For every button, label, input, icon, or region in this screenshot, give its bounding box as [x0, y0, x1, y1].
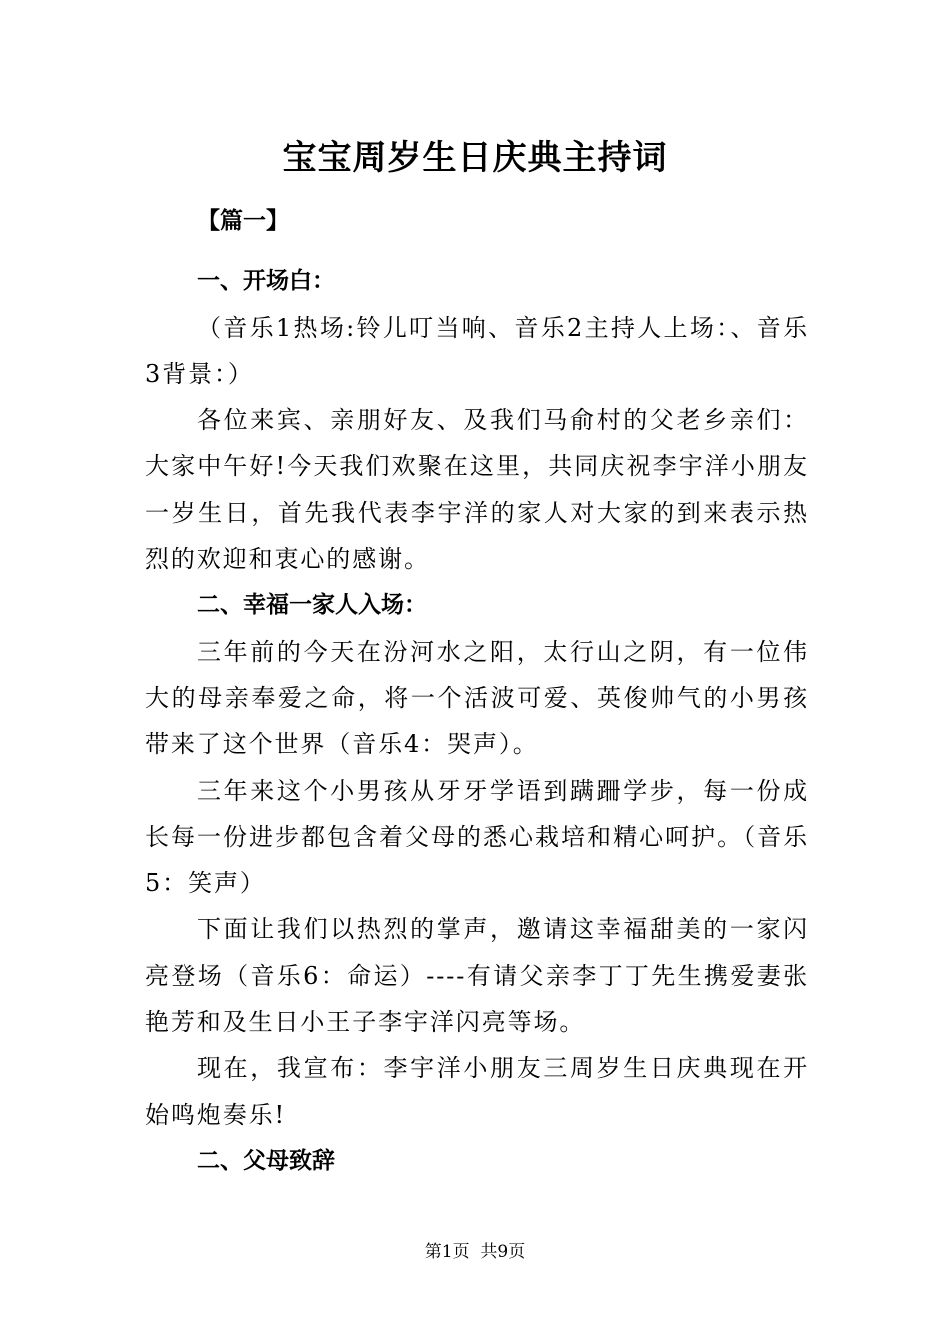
- document-body: [145, 198, 809, 1184]
- section-label: 【篇一】: [197, 208, 289, 234]
- heading-opening: 一、开场白：: [197, 268, 335, 295]
- paragraph-birth: 三年前的今天在汾河水之阳，太行山之阴，有一位伟大的母亲奉爱之命，将一个活波可爱、英俊帅气的小男孩带来了这个世界（音乐4：哭声）。: [145, 637, 809, 759]
- page-total: 共9页: [480, 1242, 526, 1262]
- page-number: 第1页: [424, 1242, 470, 1262]
- document-title: 宝宝周岁生日庆典主持词: [282, 138, 668, 178]
- paragraph-growth: 三年来这个小男孩从牙牙学语到蹒跚学步，每一份成长每一份进步都包含着父母的悉心栽培和精心呵护。（音乐5：笑声）: [145, 776, 809, 898]
- footer-separator: [470, 1242, 481, 1262]
- heading-parents-speech: 二、父母致辞: [197, 1147, 335, 1174]
- paragraph-invite: 下面让我们以热烈的掌声，邀请这幸福甜美的一家闪亮登场（音乐6：命运）----有请父亲李丁丁先生携爱妻张艳芳和及生日小王子李宇洋闪亮等场。: [145, 915, 809, 1037]
- paragraph-music-note: （音乐1热场:铃儿叮当响、音乐2主持人上场：、音乐3背景：）: [145, 313, 809, 388]
- page-footer: [0, 1240, 950, 1264]
- paragraph-announce: 现在，我宣布：李宇洋小朋友三周岁生日庆典现在开始鸣炮奏乐!: [145, 1054, 809, 1129]
- heading-family-entrance: 二、幸福一家人入场：: [197, 592, 427, 619]
- paragraph-welcome: 各位来宾、亲朋好友、及我们马俞村的父老乡亲们：大家中午好!今天我们欢聚在这里，共同庆祝李宇洋小朋友一岁生日，首先我代表李宇洋的家人对大家的到来表示热烈的欢迎和衷心的感谢。: [145, 406, 809, 574]
